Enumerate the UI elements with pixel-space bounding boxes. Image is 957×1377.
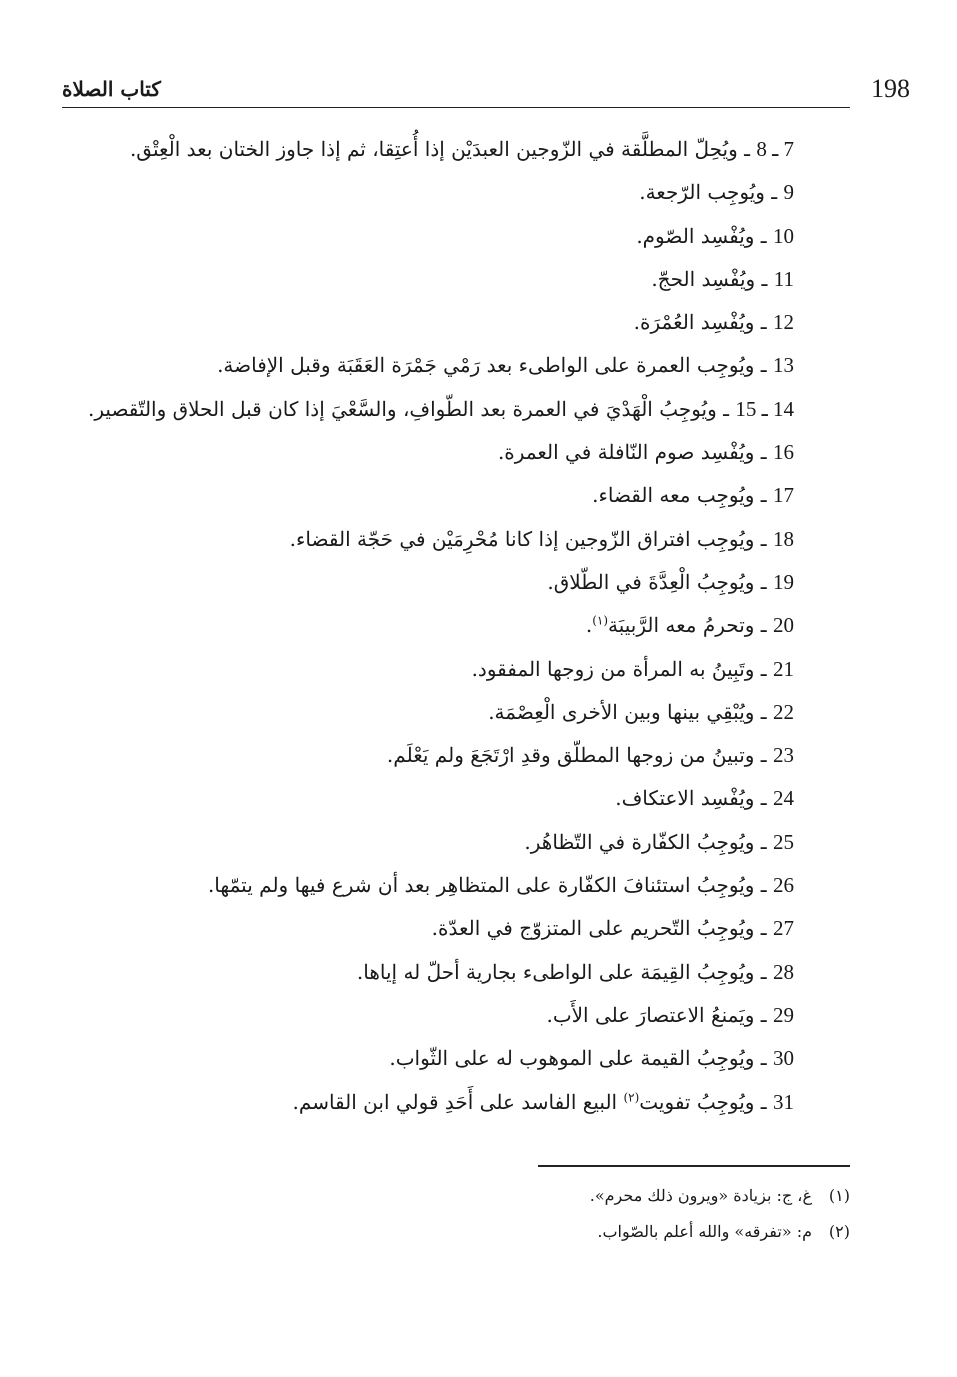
item-number: 7 ـ 8 — [756, 137, 794, 161]
list-item: 25 ـ ويُوجِبُ الكفّارة في التّظاهُر. — [524, 829, 794, 854]
item-number: 16 — [773, 440, 794, 465]
item-text: وتَبِينُ به المرأة من زوجها المفقود. — [471, 656, 755, 681]
list-item: 24 ـ ويُفْسِد الاعتكاف. — [615, 786, 794, 811]
list-item: 19 ـ ويُوجِبُ الْعِدَّةَ في الطّلاق. — [547, 569, 794, 594]
list-item: 14 ـ 15 ـ ويُوجِبُ الْهَدْيَ في العمرة بعد الطّوافِ، والسَّعْيَ إذا كان قبل الحلاق والتّقصير. — [88, 396, 794, 421]
item-text: ويُوجِب معه القضاء. — [592, 483, 755, 508]
list-item: 10 ـ ويُفْسِد الصّوم. — [636, 223, 794, 248]
list-item: 28 ـ ويُوجِبُ القِيمَة على الواطىء بجارية أحلّ له إياها. — [356, 959, 794, 984]
item-text: ويُوجِبُ التّحريم على المتزوّج في العدّة. — [431, 916, 755, 941]
footnote-marker: (١) — [828, 1186, 850, 1205]
item-number: 19 — [773, 569, 794, 594]
item-text: ويُفْسِد الصّوم. — [636, 223, 755, 248]
page-number: 198 — [871, 74, 910, 103]
item-number: 18 — [773, 526, 794, 551]
item-number: 30 — [773, 1046, 794, 1071]
item-text: وتحرمُ معه الرَّبيبَة — [608, 613, 755, 638]
list-item: 13 ـ ويُوجِب العمرة على الواطىء بعد رَمْي جَمْرَة العَقَبَة وقبل الإفاضة. — [217, 353, 794, 378]
item-number: 23 — [773, 743, 794, 768]
item-text: ويُحِلّ المطلَّقة في الزّوجين العبدَيْن إذا أُعتِقا، ثم إذا جاوز الختان بعد الْعِتْق. — [129, 137, 738, 161]
item-text-tail: البيع الفاسد على أَحَدِ قولي ابن القاسم. — [292, 1089, 624, 1114]
item-number: 29 — [773, 1002, 794, 1027]
list-item: 22 ـ ويُبْقِي بينها وبين الأخرى الْعِصْمَة. — [488, 699, 794, 724]
header-rule — [62, 107, 850, 108]
item-text: ويُوجِب الرّجعة. — [639, 180, 765, 205]
item-text: ويُوجِبُ الْهَدْيَ في العمرة بعد الطّوافِ، والسَّعْيَ إذا كان قبل الحلاق والتّقصير. — [88, 396, 717, 421]
item-number: 25 — [773, 829, 794, 854]
list-item: 17 ـ ويُوجِب معه القضاء. — [592, 483, 794, 508]
list-item: 30 ـ ويُوجِبُ القيمة على الموهوب له على الثّواب. — [389, 1046, 794, 1071]
item-number: 10 — [773, 223, 794, 248]
item-text: ويُبْقِي بينها وبين الأخرى الْعِصْمَة. — [488, 699, 755, 724]
item-text: ويُوجِبُ تفويت — [639, 1089, 755, 1114]
item-number: 9 — [783, 180, 794, 205]
footnote — [80, 1214, 850, 1250]
item-text: ويُوجِبُ الكفّارة في التّظاهُر. — [524, 829, 755, 854]
item-number: 27 — [773, 916, 794, 941]
item-text: ويُوجِبُ القيمة على الموهوب له على الثّواب. — [389, 1046, 755, 1071]
list-item: 9 ـ ويُوجِب الرّجعة. — [639, 180, 794, 205]
item-text-tail: . — [585, 613, 593, 638]
item-text: ويُوجِبُ الْعِدَّةَ في الطّلاق. — [547, 569, 755, 594]
item-number: 24 — [773, 786, 794, 811]
item-number: 12 — [773, 310, 794, 335]
item-number: 21 — [773, 656, 794, 681]
item-text: ويُوجِبُ القِيمَة على الواطىء بجارية أحلّ له إياها. — [356, 959, 755, 984]
list-item: 21 ـ وتَبِينُ به المرأة من زوجها المفقود. — [471, 656, 794, 681]
item-number: 11 — [773, 266, 794, 291]
item-text: ويُوجِب العمرة على الواطىء بعد رَمْي جَمْرَة العَقَبَة وقبل الإفاضة. — [217, 353, 755, 378]
item-number: 14 ـ 15 — [735, 396, 794, 421]
list-item: 12 ـ ويُفْسِد العُمْرَة. — [633, 310, 794, 335]
item-text: وتبينُ من زوجها المطلّق وقدِ ارْتَجَعَ ولم يَعْلَم. — [386, 743, 755, 768]
list-item: 16 ـ ويُفْسِد صوم النّافلة في العمرة. — [497, 440, 794, 465]
item-number: 17 — [773, 483, 794, 508]
item-text: ويُفْسِد الاعتكاف. — [615, 786, 755, 811]
list-item: 27 ـ ويُوجِبُ التّحريم على المتزوّج في العدّة. — [431, 916, 794, 941]
footnote-text: غ، ج: بزيادة «ويرون ذلك محرم». — [589, 1186, 812, 1205]
footnote-reference: (١) — [592, 613, 609, 628]
item-text: ويَمنعُ الاعتصارَ على الأَب. — [546, 1002, 755, 1027]
footnote-text: م: «تفرقه» والله أعلم بالصّواب. — [597, 1222, 812, 1241]
list-item: 23 ـ وتبينُ من زوجها المطلّق وقدِ ارْتَجَعَ ولم يَعْلَم. — [386, 743, 794, 768]
item-text: ويُفْسِد صوم النّافلة في العمرة. — [497, 440, 755, 465]
list-item: 26 ـ ويُوجِبُ استئنافَ الكفّارة على المتظاهِر بعد أن شرع فيها ولم يتمّها. — [207, 873, 794, 898]
item-number: 31 — [773, 1089, 794, 1114]
item-text: ويُفْسِد العُمْرَة. — [633, 310, 755, 335]
numbered-list — [80, 128, 794, 1124]
item-text: ويُفْسِد الحجّ. — [651, 266, 756, 291]
footnote-marker: (٢) — [828, 1222, 850, 1241]
item-number: 26 — [773, 873, 794, 898]
item-number: 13 — [773, 353, 794, 378]
footnotes — [80, 1178, 850, 1250]
footnote — [80, 1178, 850, 1214]
item-text: ويُوجِبُ استئنافَ الكفّارة على المتظاهِر بعد أن شرع فيها ولم يتمّها. — [207, 873, 755, 898]
footnote-reference: (٢) — [623, 1089, 640, 1104]
footnote-rule — [538, 1165, 850, 1167]
item-number: 22 — [773, 699, 794, 724]
item-number: 20 — [773, 613, 794, 638]
item-number: 28 — [773, 959, 794, 984]
item-text: ويُوجِب افتراق الزّوجين إذا كانا مُحْرِمَيْن في حَجّة القضاء. — [289, 526, 755, 551]
list-item: 7 ـ 8 ـ ويُحِلّ المطلَّقة في الزّوجين العبدَيْن إذا أُعتِقا، ثم إذا جاوز الختان بعد الْعِتْق. — [129, 137, 794, 161]
list-item: 31 ـ ويُوجِبُ تفويت$^{(٢)}$ البيع الفاسد على أَحَدِ قولي ابن القاسم. — [292, 1089, 794, 1114]
list-item: 29 ـ ويَمنعُ الاعتصارَ على الأَب. — [546, 1002, 794, 1027]
list-item: 18 ـ ويُوجِب افتراق الزّوجين إذا كانا مُحْرِمَيْن في حَجّة القضاء. — [289, 526, 794, 551]
list-item: 20 ـ وتحرمُ معه الرَّبيبَة$^{(١)}$. — [585, 613, 794, 638]
page-header — [62, 70, 910, 106]
running-title: كتاب الصلاة — [62, 77, 161, 101]
list-item: 11 ـ ويُفْسِد الحجّ. — [651, 266, 794, 291]
